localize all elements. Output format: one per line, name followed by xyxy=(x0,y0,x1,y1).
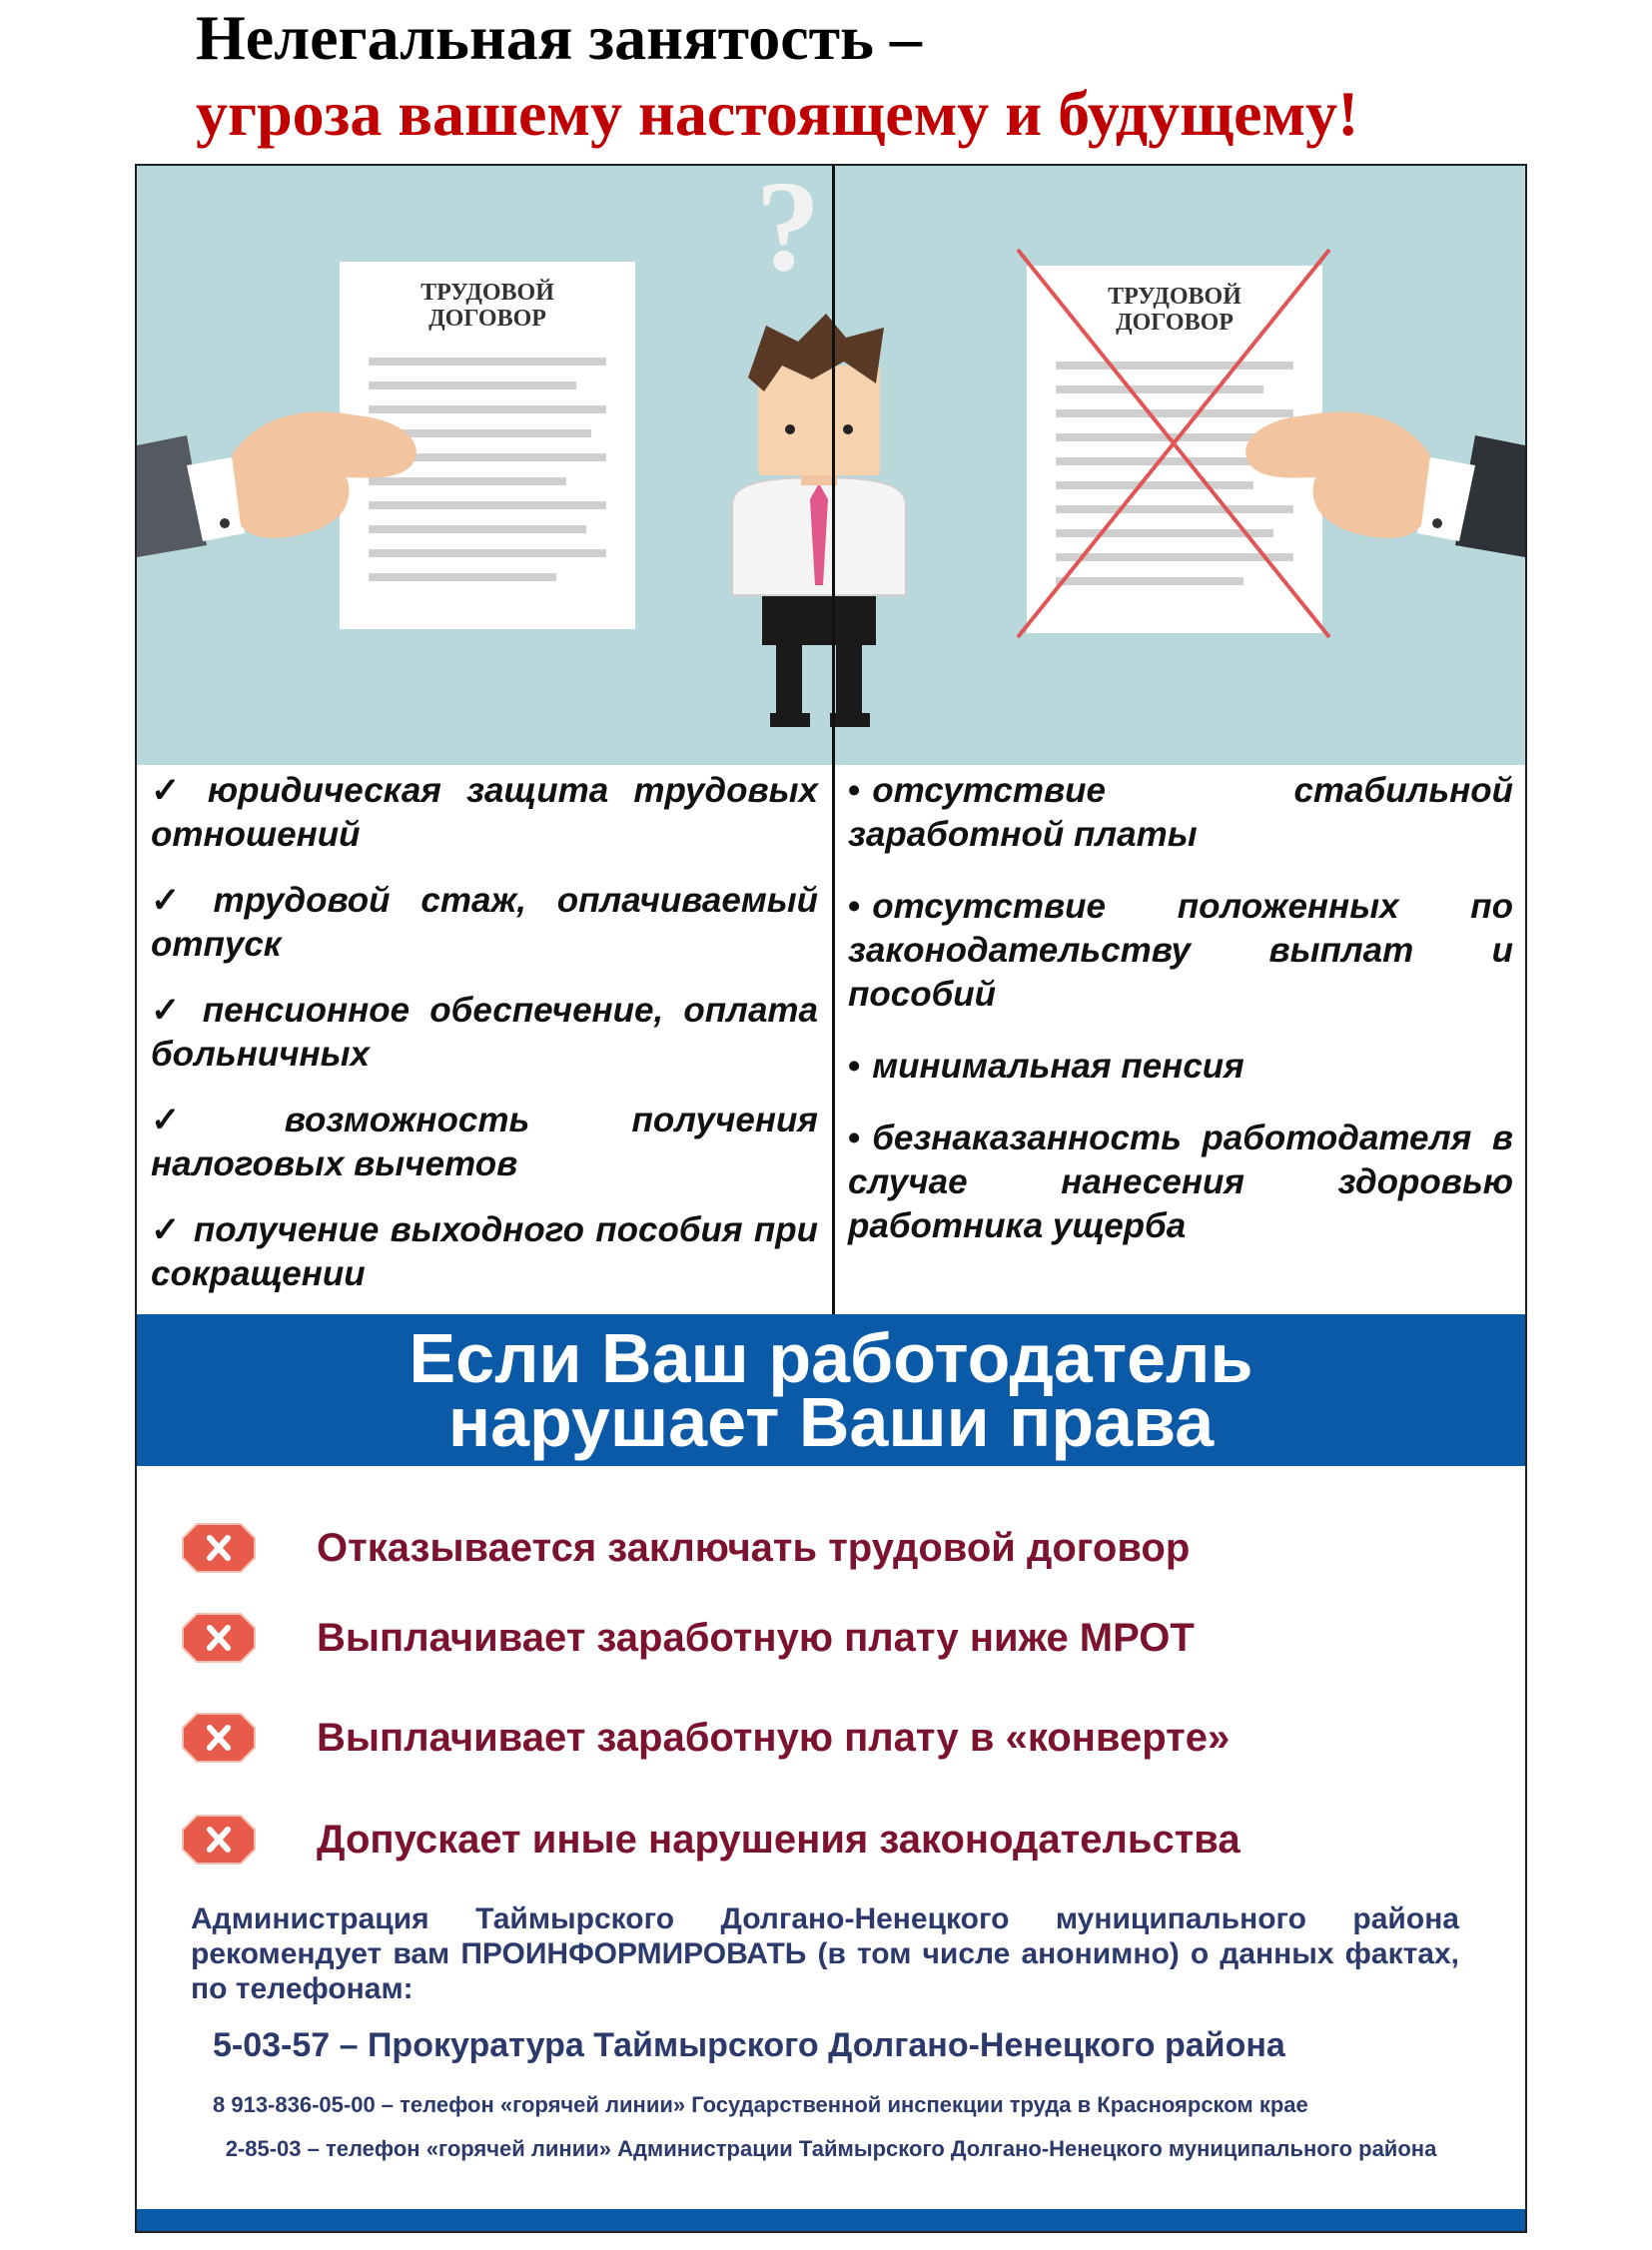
cons-item-text: отсутствие положенных по законодательству выплат и пособий xyxy=(848,887,1513,1014)
left-doc-title xyxy=(388,280,587,332)
contract-illustration xyxy=(137,166,1525,765)
phone-administration: 2-85-03 – телефон «горячей линии» Администрации Таймырского Долгано-Ненецкого муниципального района xyxy=(225,2136,1437,2161)
violation-item xyxy=(137,1520,1525,1590)
left-doc-title-line-2: ДОГОВОР xyxy=(428,306,546,332)
cons-item xyxy=(848,1045,1513,1089)
banner-line-2: нарушает Ваши права xyxy=(447,1383,1215,1461)
cons-list xyxy=(848,769,1513,1276)
column-divider xyxy=(832,166,835,1314)
cons-item xyxy=(848,885,1513,1017)
bullet-icon: • xyxy=(848,1047,861,1086)
violation-item xyxy=(137,1812,1525,1881)
page-title xyxy=(196,0,1358,152)
rights-banner xyxy=(137,1314,1525,1466)
title-line-2: угроза вашему настоящему и будущему! xyxy=(196,78,1359,149)
bullet-icon: • xyxy=(848,1119,861,1157)
bullet-icon: • xyxy=(848,887,861,926)
pros-list xyxy=(151,769,818,1318)
left-doc-title-line-1: ТРУДОВОЙ xyxy=(420,280,554,306)
violation-text: Выплачивает заработную плату в «конверте» xyxy=(317,1716,1231,1760)
pros-item-text: получение выходного пособия при сокращении xyxy=(151,1210,819,1293)
violation-text: Выплачивает заработную плату ниже МРОТ xyxy=(317,1616,1195,1660)
pros-item-text: пенсионное обеспечение, оплата больничных xyxy=(151,991,819,1074)
pros-item xyxy=(151,879,818,967)
pros-item-text: юридическая защита трудовых отношений xyxy=(151,771,818,854)
checkmark-icon: ✓ xyxy=(151,1101,273,1139)
phone-prosecutor: 5-03-57 – Прокуратура Таймырского Долгано-Ненецкого района xyxy=(213,2026,1285,2064)
cons-item-text: минимальная пенсия xyxy=(872,1047,1244,1086)
administration-notice: Администрация Таймырского Долгано-Ненецкого муниципального района рекомендует вам ПРОИНФОРМИРОВАТЬ (в том числе анонимно) о данных фактах, по телефонам: xyxy=(191,1902,1459,2005)
checkmark-icon: ✓ xyxy=(151,991,191,1030)
right-doc-title xyxy=(1075,284,1274,336)
title-line-1: Нелегальная занятость – xyxy=(196,2,922,73)
violation-text: Отказывается заключать трудовой договор xyxy=(317,1526,1191,1570)
violation-item xyxy=(137,1710,1525,1780)
violation-item xyxy=(137,1610,1525,1680)
question-mark: ? xyxy=(755,164,821,299)
cons-item-text: безнаказанность работодателя в случае нанесения здоровью работника ущерба xyxy=(848,1119,1513,1245)
bottom-bar xyxy=(137,2209,1525,2231)
illustration-art xyxy=(137,166,1525,765)
checkmark-icon: ✓ xyxy=(151,771,196,810)
man-icon xyxy=(732,314,906,727)
phone-labor-inspection: 8 913-836-05-00 – телефон «горячей линии» Государственной инспекции труда в Красноярском крае xyxy=(213,2092,1308,2117)
pros-item-text: трудовой стаж, оплачиваемый отпуск xyxy=(151,881,818,964)
pros-item-text: возможность получения налоговых вычетов xyxy=(151,1101,818,1183)
cons-item xyxy=(848,769,1513,857)
octagon-x-icon xyxy=(181,1522,257,1574)
pros-item xyxy=(151,769,818,857)
banner-line-1: Если Ваш работодатель xyxy=(409,1319,1253,1397)
cons-item-text: отсутствие стабильной заработной платы xyxy=(848,771,1513,854)
poster-frame xyxy=(135,164,1527,2233)
bullet-icon: • xyxy=(848,771,861,810)
cons-item xyxy=(848,1117,1513,1248)
pros-item xyxy=(151,1208,818,1296)
checkmark-icon: ✓ xyxy=(151,881,202,920)
octagon-x-icon xyxy=(181,1712,257,1764)
right-doc-title-line-2: ДОГОВОР xyxy=(1116,310,1234,336)
right-doc-title-line-1: ТРУДОВОЙ xyxy=(1108,284,1241,310)
octagon-x-icon xyxy=(181,1612,257,1664)
pros-item xyxy=(151,1099,818,1186)
pros-item xyxy=(151,989,818,1077)
checkmark-icon: ✓ xyxy=(151,1210,182,1249)
violation-text: Допускает иные нарушения законодательства xyxy=(317,1818,1240,1862)
octagon-x-icon xyxy=(181,1814,257,1866)
